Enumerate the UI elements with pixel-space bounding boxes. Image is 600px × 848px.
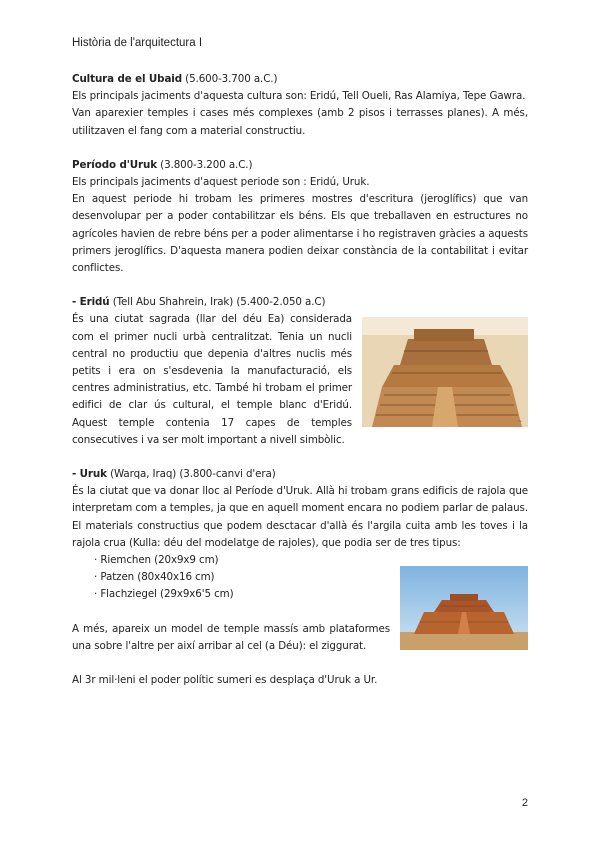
- eridu-paragraph: És una ciutat sagrada (llar del déu Ea) considerada com el primer nucli urbà centralitzat. Tenia un nucli central no productiu que depenia d'altres nuclis més petits i era on s'esdevenia la manufacturació, els centres administratius, etc. També hi trobam el primer edifici de clar ús cultural, el temple blanc d'Eridú. Aquest temple contenia 17 capes de temples consecutives i va ser molt important a nivell simbòlic.: [72, 313, 352, 446]
- svg-text:~: ~: [517, 419, 522, 426]
- uruk-period-heading-line: [72, 157, 528, 174]
- uruk-city-heading: - Uruk: [72, 468, 107, 481]
- eridu-heading-line: [72, 294, 528, 311]
- uruk-period-heading: Período d'Uruk: [72, 158, 157, 171]
- ubaid-heading-line: [72, 71, 528, 88]
- document-body: [72, 71, 528, 689]
- closing-paragraph: Al 3r mil·leni el poder polític sumeri es desplaça d'Uruk a Ur.: [72, 674, 378, 687]
- ubaid-dates: (5.600-3.700 a.C.): [182, 73, 278, 85]
- ubaid-paragraph-1: Els principals jaciments d'aquesta cultura son: Eridú, Tell Oueli, Ras Alamiya, Tepe Gawra.: [72, 90, 526, 103]
- brick-type-item: · Riemchen (20x9x9 cm): [94, 554, 219, 567]
- ziggurat-paragraph: A més, apareix un model de temple massís amb plataformes una sobre l'altre per així arribar al cel (a Déu): el ziggurat.: [72, 622, 390, 652]
- uruk-city-paragraph: És la ciutat que va donar lloc al Període d'Uruk. Allà hi trobam grans edificis de rajola que interpretam com a temples, ja que en aquell moment encara no podiem parlar de palaus. El materials constructius que podem desctacar d'allà és l'argila cuita amb les toves i la rajola crua (Kulla: déu del modelatge de rajoles), que podia ser de tres tipus:: [72, 485, 528, 549]
- uruk-period-paragraph-1: Els principals jaciments d'aquest periode son : Eridú, Uruk.: [72, 176, 370, 189]
- ubaid-heading: Cultura de el Ubaid: [72, 73, 182, 85]
- uruk-period-paragraph-2: En aquest periode hi trobam les primeres mostres d'escritura (jeroglífics) que van desenvolupar per a poder contabilitzar els béns. Els que treballaven en estructures no agrícoles havien de rebre béns per a poder alimentarse i ho registraven gràcies a aquests primers jeroglífics. D'aquesta manera podien deixar constància de la contabilitat i evitar conflictes.: [72, 193, 528, 275]
- uruk-city-heading-line: [72, 466, 528, 483]
- page-header: Història de l'arquitectura I: [72, 37, 203, 49]
- brick-type-item: · Patzen (80x40x16 cm): [94, 571, 215, 584]
- ubaid-paragraph-2: Van aparexier temples i cases més complexes (amb 2 pisos i terrasses planes). A més, utilitzaven el fang com a material constructiu.: [72, 107, 528, 137]
- uruk-period-dates: (3.800-3.200 a.C.): [156, 158, 253, 171]
- eridu-meta: (Tell Abu Shahrein, Irak) (5.400-2.050 a.C): [109, 296, 326, 309]
- ziggurat-image: [400, 566, 528, 650]
- eridu-heading: - Eridú: [72, 296, 110, 309]
- brick-type-item: · Flachziegel (29x9x6'5 cm): [94, 588, 234, 601]
- page-number: 2: [521, 797, 528, 809]
- uruk-city-meta: (Warqa, Iraq) (3.800-canvi d'era): [106, 468, 276, 481]
- white-temple-eridu-image: [362, 317, 528, 427]
